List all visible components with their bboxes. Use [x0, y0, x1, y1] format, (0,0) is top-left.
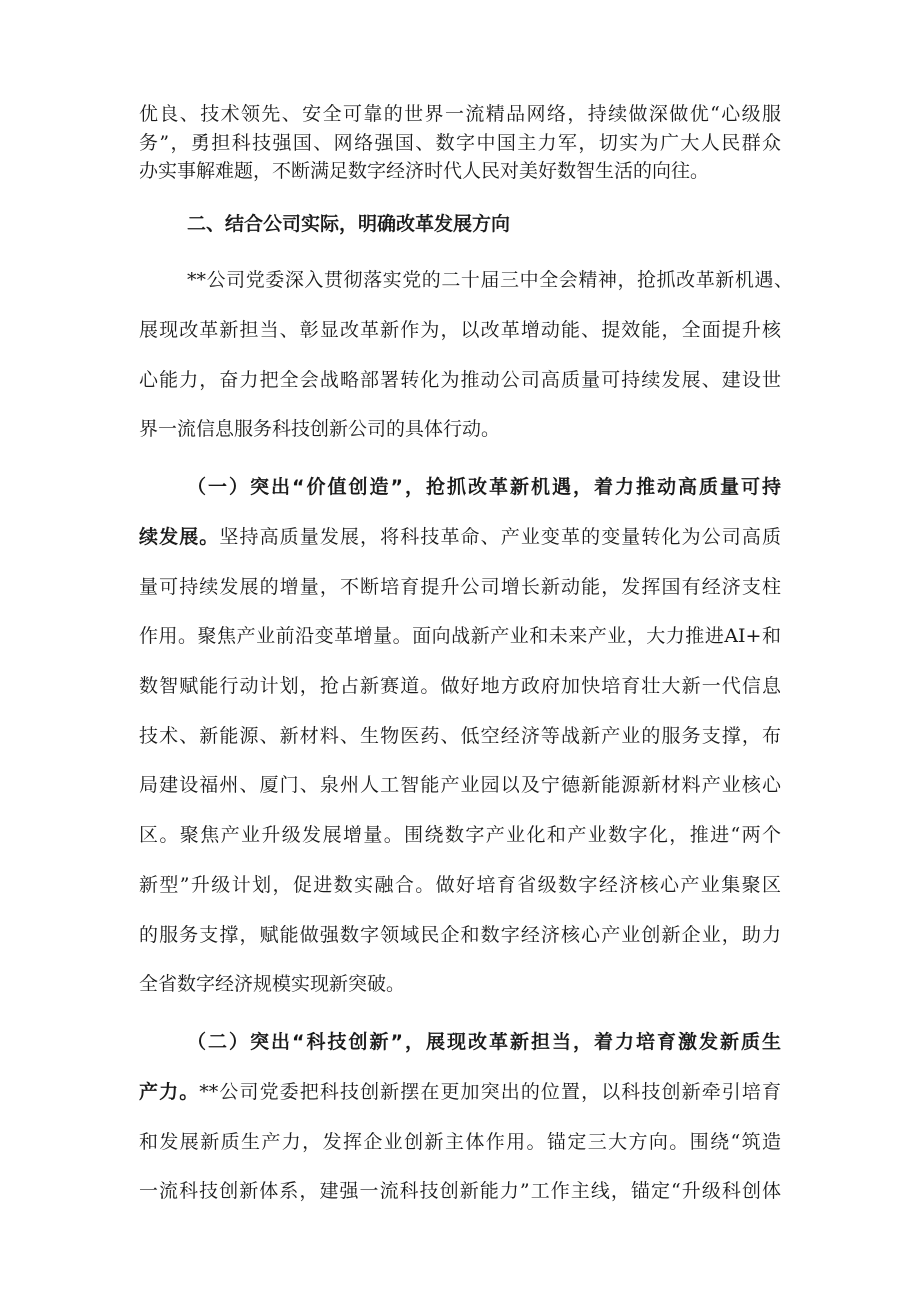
intro-line: 办实事解难题，不断满足数字经济时代人民对美好数智生活的向往。	[139, 160, 710, 182]
paragraph-line: 局建设福州、厦门、泉州人工智能产业园以及宁德新能源新材料产业核心	[139, 774, 781, 796]
paragraph-line: **公司党委深入贯彻落实党的二十届三中全会精神，抢抓改革新机遇、	[187, 269, 793, 291]
paragraph-line: 技术、新能源、新材料、生物医药、低空经济等战新产业的服务支撑，布	[139, 725, 781, 747]
paragraph-line: 数智赋能行动计划，抢占新赛道。做好地方政府加快培育壮大新一代信息	[139, 675, 781, 697]
paragraph-line: 量可持续发展的增量，不断培育提升公司增长新动能，发挥国有经济支柱	[139, 576, 781, 598]
point-title-end: 产力。	[139, 1081, 200, 1103]
paragraph-text: 坚持高质量发展，将科技革命、产业变革的变量转化为公司高质	[219, 526, 781, 548]
paragraph-line: 的服务支撑，赋能做强数字领域民企和数字经济核心产业创新企业，助力	[139, 924, 781, 946]
paragraph-line: 展现改革新担当、彰显改革新作为，以改革增动能、提效能，全面提升核	[139, 319, 781, 341]
point-title: （一）突出“价值创造”，抢抓改革新机遇，着力推动高质量可持	[187, 476, 781, 498]
intro-line: 优良、技术领先、安全可靠的世界一流精品网络，持续做深做优“心级服	[139, 103, 781, 125]
section-heading: 二、结合公司实际，明确改革发展方向	[187, 213, 511, 235]
paragraph-line	[139, 1079, 781, 1105]
paragraph-line: 新型”升级计划，促进数实融合。做好培育省级数字经济核心产业集聚区	[139, 874, 781, 896]
paragraph-line: 作用。聚焦产业前沿变革增量。面向战新产业和未来产业，大力推进AI+和	[139, 625, 781, 647]
paragraph-line: 心能力，奋力把全会战略部署转化为推动公司高质量可持续发展、建设世	[139, 369, 781, 391]
paragraph-line: 全省数字经济规模实现新突破。	[139, 973, 406, 995]
paragraph-line	[139, 524, 781, 550]
point-title-end: 续发展。	[139, 526, 220, 548]
paragraph-line: 界一流信息服务科技创新公司的具体行动。	[139, 418, 501, 440]
paragraph-line: 和发展新质生产力，发挥企业创新主体作用。锚定三大方向。围绕“筑造	[139, 1131, 781, 1153]
intro-line: 务”，勇担科技强国、网络强国、数字中国主力军，切实为广大人民群众	[139, 132, 781, 154]
paragraph-line: 区。聚焦产业升级发展增量。围绕数字产业化和产业数字化，推进“两个	[139, 824, 781, 846]
paragraph-line: 一流科技创新体系，建强一流科技创新能力”工作主线，锚定“升级科创体	[139, 1180, 781, 1202]
paragraph-text: **公司党委把科技创新摆在更加突出的位置，以科技创新牵引培育	[199, 1081, 781, 1103]
point-title: （二）突出“科技创新”，展现改革新担当，着力培育激发新质生	[187, 1031, 781, 1053]
